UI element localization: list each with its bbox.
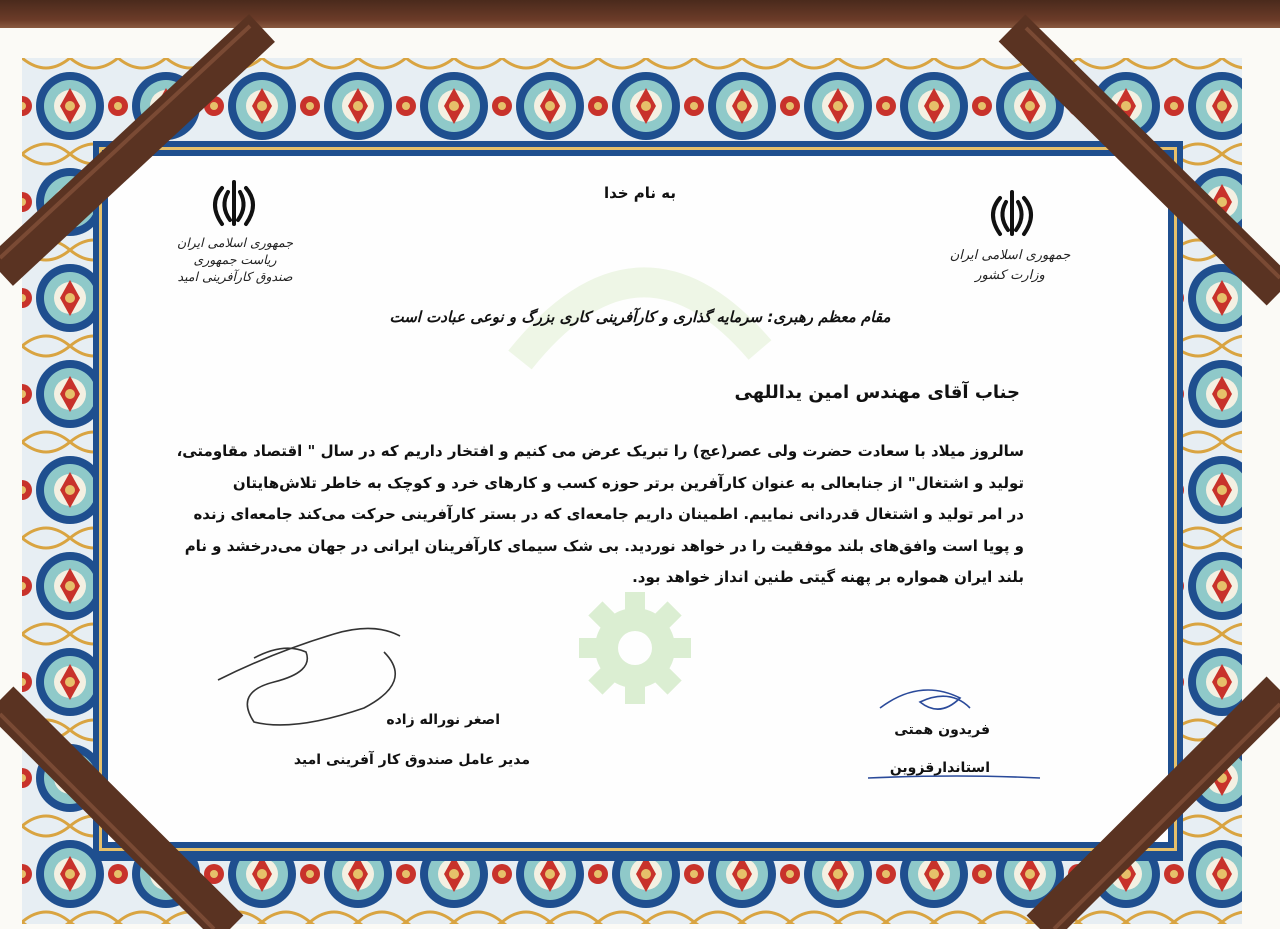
left-emblem-line: جمهوری اسلامی ایران xyxy=(177,235,293,250)
right-emblem-line: جمهوری اسلامی ایران xyxy=(949,248,1071,263)
body-line: در امر تولید و اشتغال قدردانی نماییم. اطمینان داریم جامعه‌ای که در بستر کارآفرینی حرکت می‌کند جامعه‌ای زنده xyxy=(193,505,1024,523)
body-line: و پویا است وافق‌های بلند موفقیت را در خواهد نوردید. بی شک سیمای کارآفرینان ایرانی در جهان می‌درخشد و نام xyxy=(184,536,1024,555)
body-line: بلند ایران همواره بر پهنه گیتی طنین انداز خواهد بود. xyxy=(632,568,1024,586)
left-signatory-title: مدیر عامل صندوق کار آفرینی امید xyxy=(293,752,530,768)
right-signatory-name: فریدون همتی xyxy=(894,722,990,738)
left-emblem-line: صندوق کارآفرینی امید xyxy=(177,269,293,284)
left-signatory-name: اصغر نوراله زاده xyxy=(386,712,500,728)
right-emblem-line: وزارت کشور xyxy=(975,268,1045,283)
bismillah-heading: به نام خدا xyxy=(603,184,677,202)
right-signatory-title: استاندارقزوین xyxy=(889,760,990,776)
left-emblem-line: ریاست جمهوری xyxy=(193,252,277,267)
body-line: سالروز میلاد با سعادت حضرت ولی عصر(عج) را تبریک عرض می کنیم و افتخار داریم که در سال " اقتصاد مقاومتی، xyxy=(176,442,1024,460)
body-line: تولید و اشتغال" از جنابعالی به عنوان کارآفرین برتر حوزه کسب و کارهای خرد و کوچک به خاطر تلاش‌هایتان xyxy=(232,473,1024,492)
recipient-name: جناب آقای مهندس امین یداللهی xyxy=(734,382,1020,403)
leader-quote: مقام معظم رهبری: سرمایه گذاری و کارآفرینی کاری بزرگ و نوعی عبادت است xyxy=(389,308,891,326)
